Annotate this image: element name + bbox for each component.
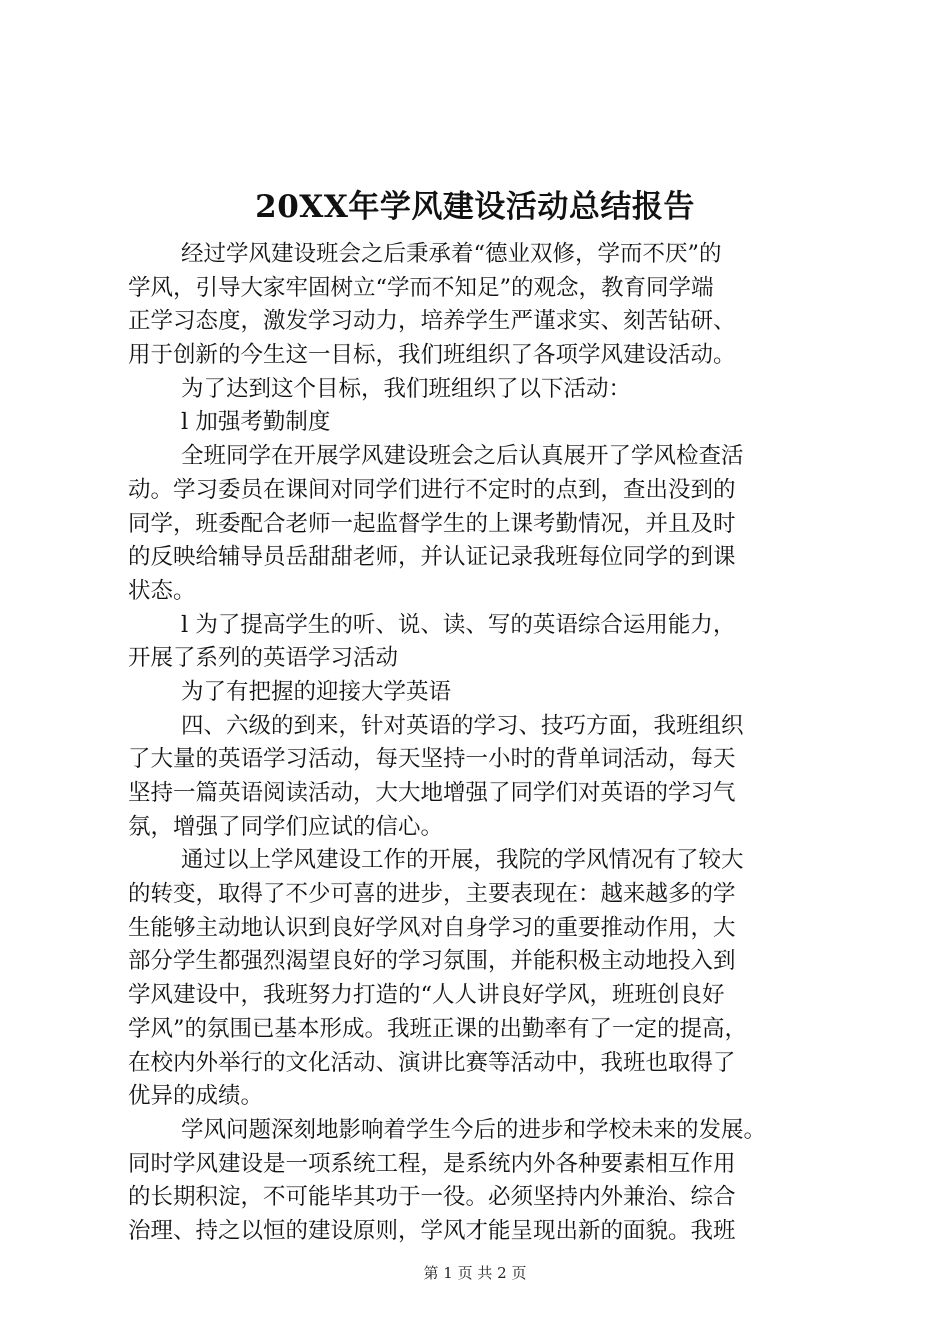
- body-line: l 加强考勤制度: [181, 409, 331, 436]
- body-line: 在校内外举行的文化活动、演讲比赛等活动中，我班也取得了: [128, 1049, 736, 1076]
- body-line: 为了达到这个目标，我们班组织了以下活动：: [181, 375, 632, 402]
- body-line: 优异的成绩。: [128, 1083, 264, 1110]
- body-line: 的反映给辅导员岳甜甜老师，并认证记录我班每位同学的到课: [128, 544, 736, 571]
- body-line: 为了有把握的迎接大学英语: [181, 678, 452, 705]
- document-title: 20XX年学风建设活动总结报告: [255, 189, 695, 225]
- body-line: 同时学风建设是一项系统工程，是系统内外各种要素相互作用: [128, 1150, 736, 1177]
- body-line: 通过以上学风建设工作的开展，我院的学风情况有了较大: [181, 847, 744, 874]
- body-line: 部分学生都强烈渴望良好的学习氛围，并能积极主动地投入到: [128, 948, 736, 975]
- body-line: 学风建设中，我班努力打造的“人人讲良好学风，班班创良好: [128, 982, 725, 1009]
- body-line: 动。学习委员在课间对同学们进行不定时的点到，查出没到的: [128, 476, 736, 503]
- body-line: 氛，增强了同学们应试的信心。: [128, 813, 444, 840]
- body-line: 全班同学在开展学风建设班会之后认真展开了学风检查活: [181, 443, 744, 470]
- body-line: 同学，班委配合老师一起监督学生的上课考勤情况，并且及时: [128, 510, 736, 537]
- body-line: 状态。: [128, 577, 196, 604]
- body-line: 学风问题深刻地影响着学生今后的进步和学校未来的发展。: [181, 1116, 767, 1143]
- body-line: 生能够主动地认识到良好学风对自身学习的重要推动作用，大: [128, 914, 736, 941]
- body-line: 学风，引导大家牢固树立“学而不知足”的观念，教育同学端: [128, 274, 714, 301]
- document-body: [128, 238, 840, 1249]
- body-line: 四、六级的到来，针对英语的学习、技巧方面，我班组织: [181, 712, 744, 739]
- body-line: 坚持一篇英语阅读活动，大大地增强了同学们对英语的学习气: [128, 780, 736, 806]
- body-line: 学风”的氛围已基本形成。我班正课的出勤率有了一定的提高，: [128, 1015, 748, 1042]
- body-line: 了大量的英语学习活动，每天坚持一小时的背单词活动，每天: [128, 746, 736, 773]
- page-footer: 第 1 页 共 2 页: [423, 1264, 527, 1282]
- body-line: 经过学风建设班会之后秉承着“德业双修，学而不厌”的: [181, 241, 722, 267]
- body-line: 正学习态度，激发学习动力，培养学生严谨求实、刻苦钻研、: [128, 308, 736, 335]
- body-line: 用于创新的今生这一目标，我们班组织了各项学风建设活动。: [128, 342, 736, 369]
- body-line: 开展了系列的英语学习活动: [128, 645, 399, 672]
- body-line: 的转变，取得了不少可喜的进步，主要表现在：越来越多的学: [128, 881, 736, 908]
- body-line: 治理、持之以恒的建设原则，学风才能呈现出新的面貌。我班: [128, 1217, 736, 1244]
- body-line: 的长期积淀，不可能毕其功于一役。必须坚持内外兼治、综合: [128, 1184, 736, 1211]
- body-line: l 为了提高学生的听、说、读、写的英语综合运用能力，: [181, 611, 736, 638]
